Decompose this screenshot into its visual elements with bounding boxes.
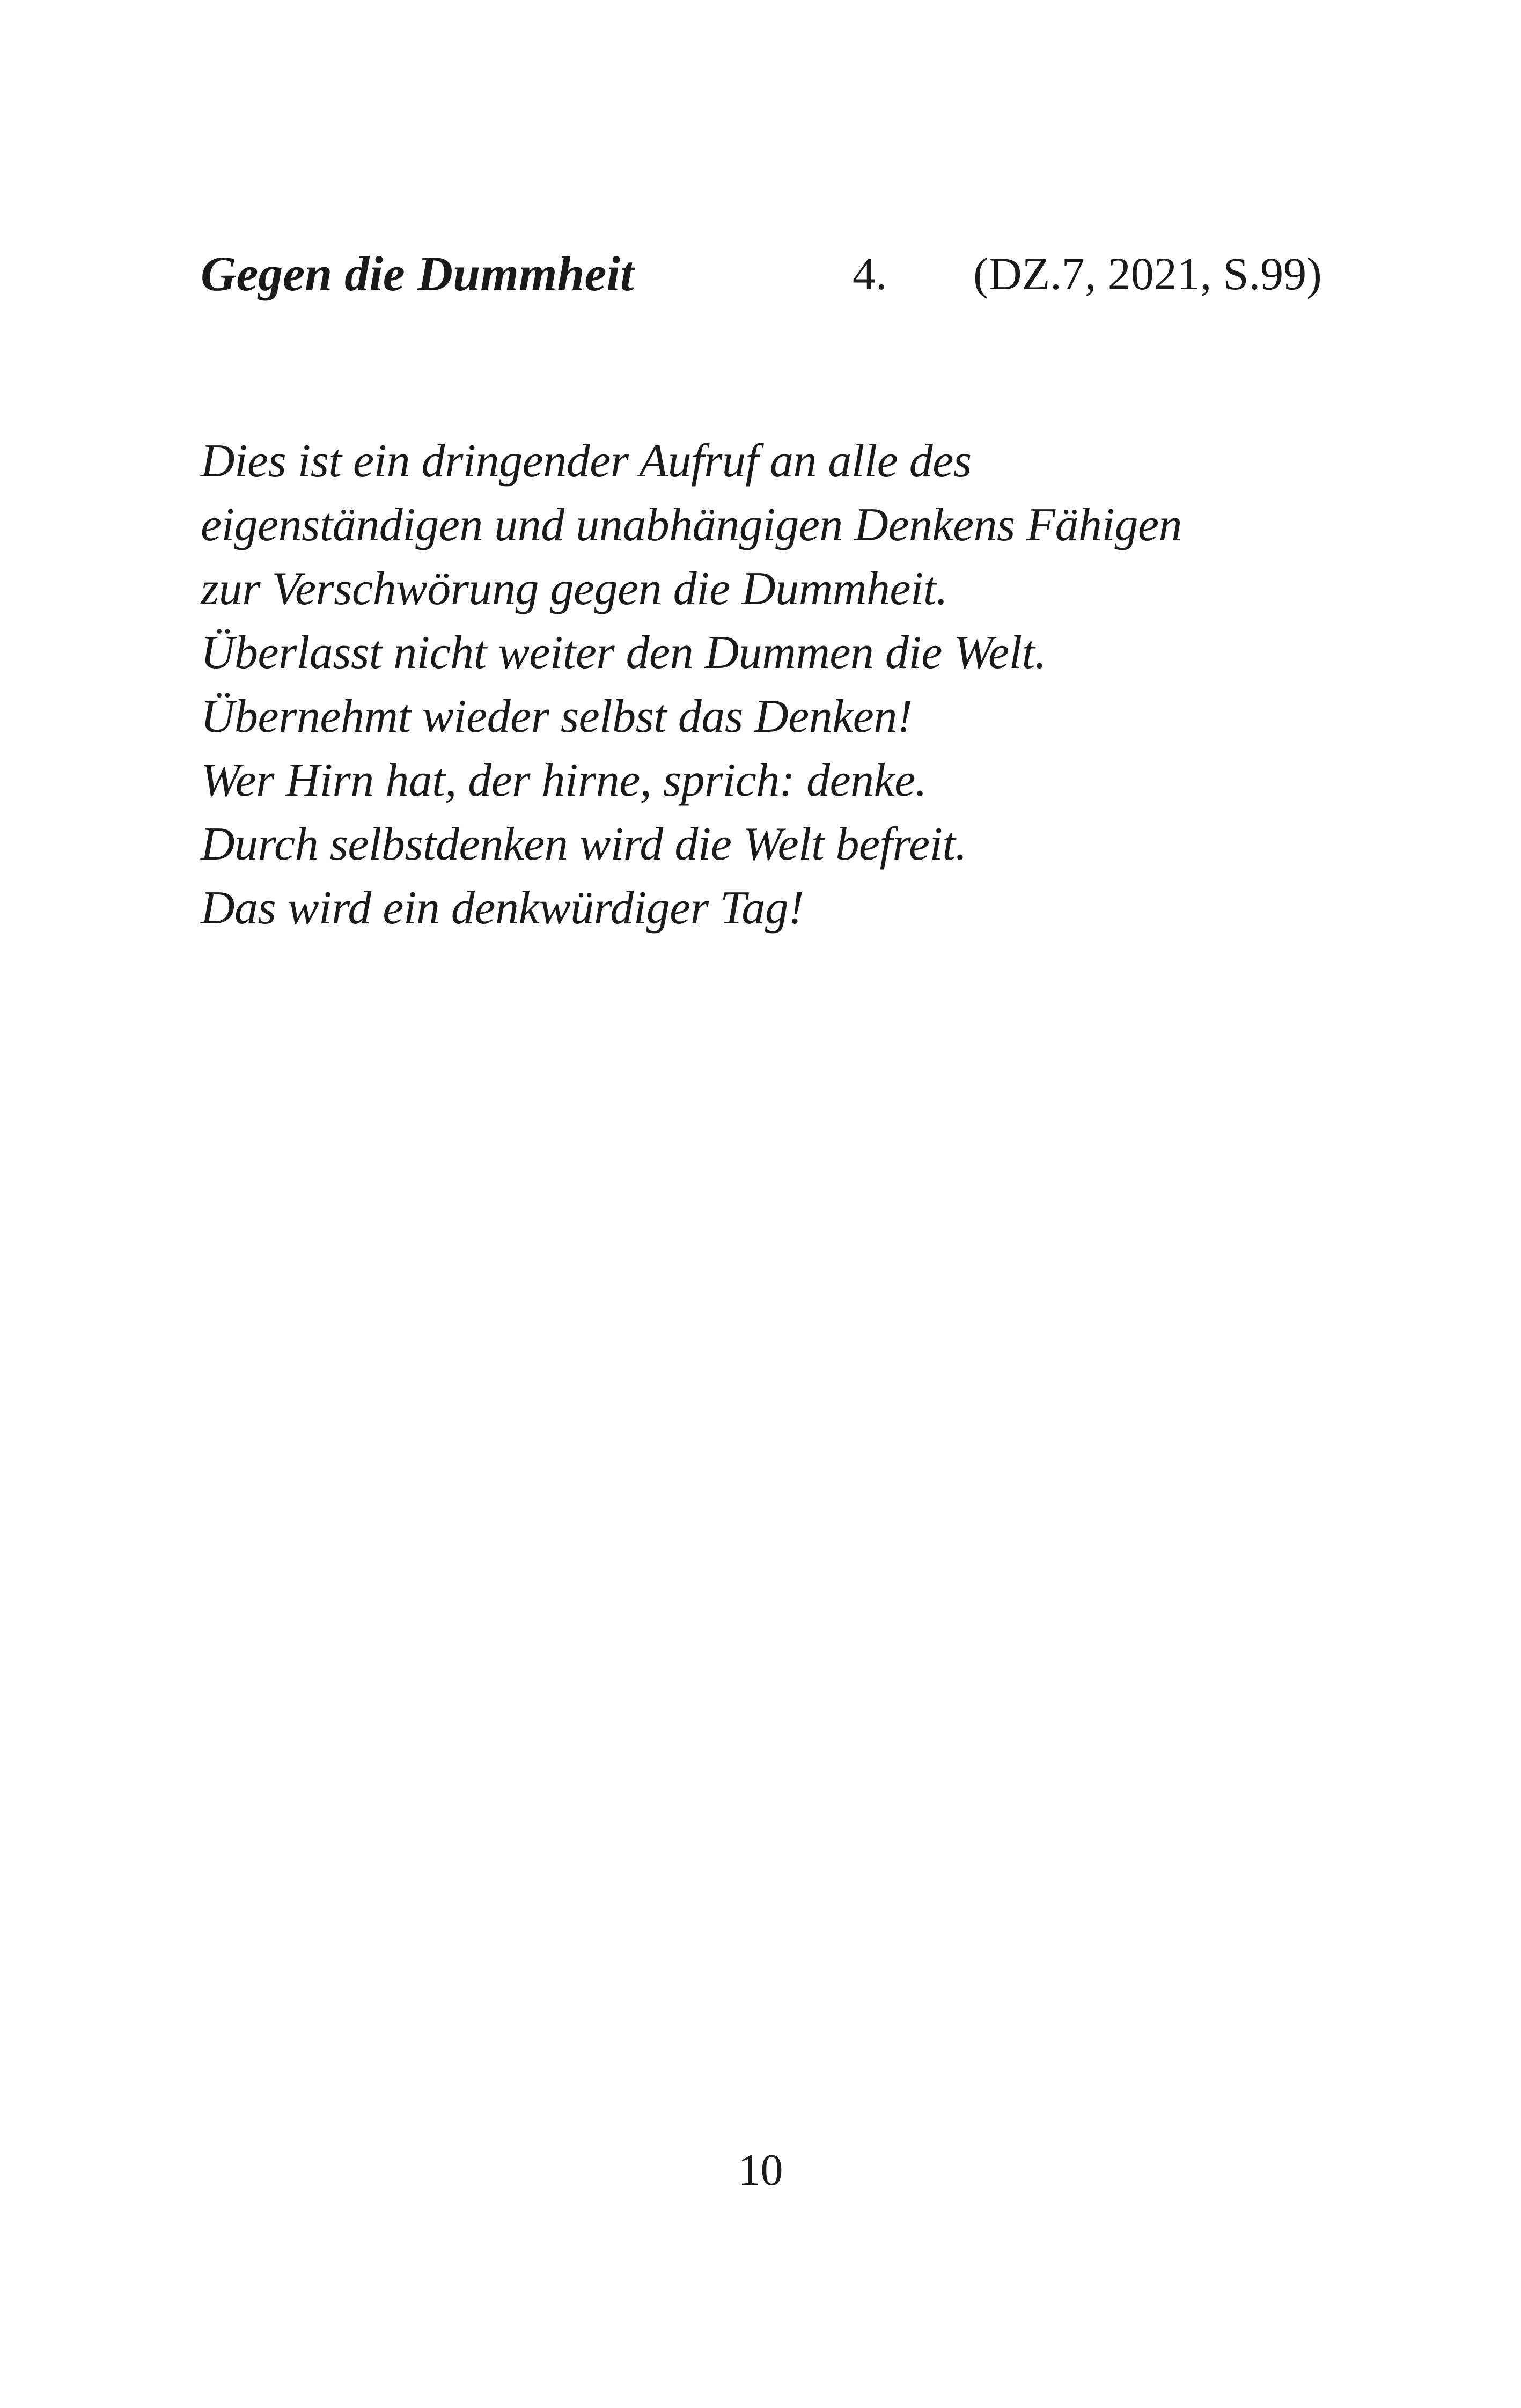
poem-header <box>201 239 1327 309</box>
poem-line: Wer Hirn hat, der hirne, sprich: denke. <box>201 754 927 806</box>
page-number: 10 <box>738 2145 783 2195</box>
poem-source-reference: (DZ.7, 2021, S.99) <box>973 248 1322 299</box>
poem-line: Durch selbstdenken wird die Welt befreit. <box>201 818 967 870</box>
poem-line: Überlasst nicht weiter den Dummen die Welt. <box>201 627 1047 679</box>
poem-body <box>201 429 1381 940</box>
poem-line: eigenständigen und unabhängigen Denkens Fähigen <box>201 499 1182 551</box>
poem-title: Gegen die Dummheit <box>201 246 634 301</box>
poem-line: Das wird ein denkwürdiger Tag! <box>201 882 804 934</box>
poem-line: Dies ist ein dringender Aufruf an alle des <box>201 435 972 487</box>
poem-number: 4. <box>853 248 887 299</box>
poem-line: Übernehmt wieder selbst das Denken! <box>201 691 913 743</box>
poem-line: zur Verschwörung gegen die Dummheit. <box>201 563 948 615</box>
